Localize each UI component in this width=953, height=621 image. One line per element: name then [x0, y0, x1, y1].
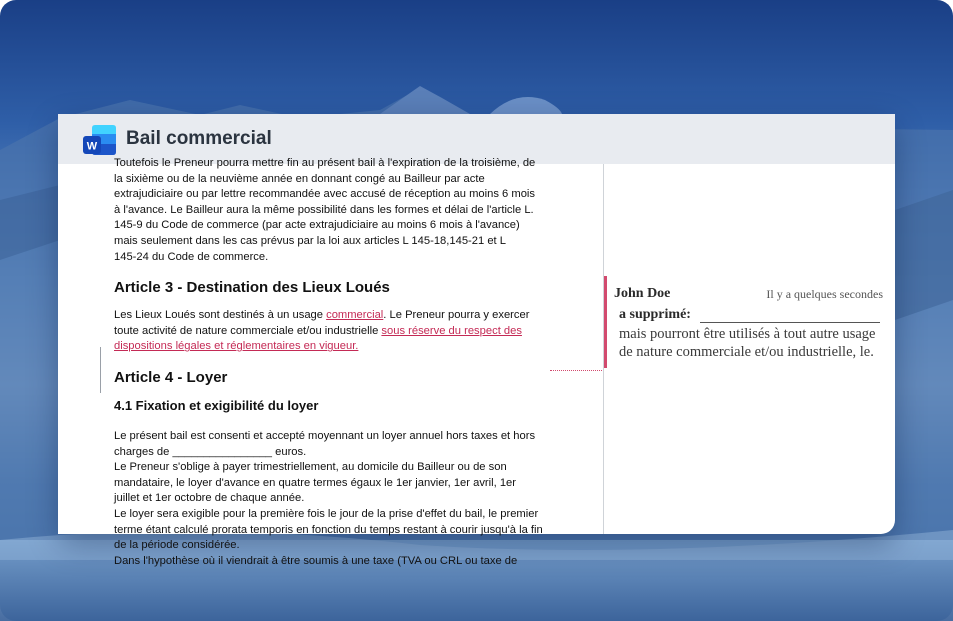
change-bar	[100, 347, 101, 393]
deleted-text: mais pourront être utilisés à tout autre usage de nature commerciale et/ou industrielle, le.	[619, 326, 876, 360]
document-title: Bail commercial	[126, 128, 272, 149]
heading-article-4: Article 4 - Loyer	[114, 368, 228, 386]
text-segment: Les Lieux Loués sont destinés à un usage	[114, 309, 327, 322]
word-icon[interactable]	[82, 122, 118, 158]
revision-balloon[interactable]	[604, 276, 895, 368]
revision-marker	[604, 276, 607, 368]
comment-timestamp: Il y a quelques secondes	[766, 287, 883, 301]
document-content	[114, 156, 554, 569]
tracked-insertion[interactable]: commercial	[326, 309, 384, 322]
text-segment: . Le Preneur pourra y exercer toute activité de nature commerciale et/ou industrielle	[114, 309, 530, 337]
svg-text:W: W	[86, 140, 98, 153]
paragraph-termination: Toutefois le Preneur pourra mettre fin au présent bail à l'expiration de la troisième, de la sixième ou de la neuvième année en donnant congé au Bailleur par acte extrajudiciaire ou par lettre recommandée avec accusé de réception au moins 6 mois à l'avance. Le Bailleur aura la même possibilité dans les formes et délai de l'article L. 145-9 du Code de commerce (par acte extrajudiciaire au moins 6 mois à l'avance) mais seulement dans les cas prévus par la loi aux articles L 145-18,145-21 et L 145-24 du Code de commerce.	[114, 157, 536, 263]
document-page[interactable]	[58, 157, 603, 567]
word-window	[58, 114, 895, 567]
deletion-rule	[700, 322, 880, 323]
tracked-insertion[interactable]: sous réserve du respect des dispositions légales et réglementaires en vigueur.	[114, 324, 522, 353]
heading-article-3: Article 3 - Destination des Lieux Loués	[114, 279, 390, 297]
deletion-label: a supprimé:	[619, 307, 691, 322]
paragraph-article-3	[114, 308, 554, 355]
comment-connector	[550, 370, 604, 371]
comment-author: John Doe	[614, 286, 671, 301]
heading-4-1: 4.1 Fixation et exigibilité du loyer	[114, 397, 319, 413]
paragraph-loyer: Le présent bail est consenti et accepté moyennant un loyer annuel hors taxes et hors charges de ________________ euros. Le Preneur s'oblige à payer trimestriellement, au domicile du Bailleur ou de son mandataire, le loyer d'avance en quatre termes égaux le 1er janvier, 1er avril, 1er juillet et 1er octobre de chaque année. Le loyer sera exigible pour la première fois le jour de la prise d'effet du bail, le premier terme étant calculé prorata temporis en fonction du temps restant à courir jusqu'à la fin de la période considérée. Dans l'hypothèse où il viendrait à être soumis à une taxe (TVA ou CRL ou taxe de	[114, 429, 543, 567]
